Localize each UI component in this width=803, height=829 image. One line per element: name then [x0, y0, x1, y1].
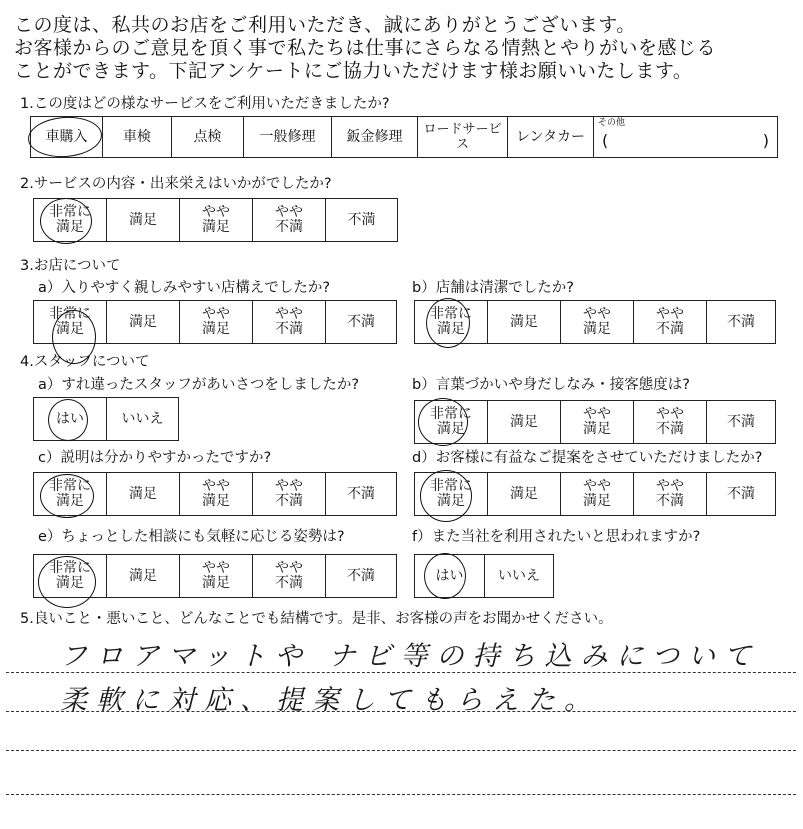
q4f-title: f）また当社を利用されたいと思われますか? [412, 529, 701, 545]
q3b-options [414, 300, 776, 344]
option-somewhat-dissatisfied[interactable]: やや 不満 [634, 473, 707, 515]
option-very-satisfied[interactable]: 非常に 満足 [415, 301, 488, 343]
q4d-title: d）お客様に有益なご提案をさせていただけましたか? [412, 450, 763, 466]
option-somewhat-dissatisfied[interactable]: やや 不満 [634, 401, 707, 443]
option-yes[interactable]: はい [415, 555, 485, 597]
option-somewhat-dissatisfied[interactable]: やや 不満 [253, 555, 326, 597]
option-dissatisfied[interactable]: 不満 [347, 313, 375, 330]
option-no[interactable]: いいえ [498, 567, 540, 584]
q4a-options [33, 397, 179, 441]
option-dissatisfied[interactable]: 不満 [727, 413, 755, 430]
option-satisfied[interactable]: 満足 [488, 473, 561, 515]
option-very-satisfied[interactable]: 非常に 満足 [34, 199, 107, 241]
option-checkup[interactable]: 点検 [172, 117, 244, 157]
option-somewhat-satisfied[interactable]: やや 満足 [180, 473, 253, 515]
option-car-purchase[interactable]: 車購入 [31, 117, 103, 157]
option-very-satisfied[interactable]: 非常に 満足 [415, 473, 488, 515]
intro-text [14, 14, 794, 83]
option-general-repair[interactable]: 一般修理 [244, 117, 332, 157]
option-dissatisfied[interactable]: 不満 [727, 313, 755, 330]
option-dissatisfied[interactable]: 不満 [727, 485, 755, 502]
other-input[interactable] [602, 133, 769, 148]
q4d-options [414, 472, 776, 516]
option-no[interactable]: いいえ [121, 410, 164, 427]
option-somewhat-satisfied[interactable]: やや 満足 [561, 301, 634, 343]
option-road-service[interactable]: ロードサービス [418, 117, 508, 157]
option-inspection[interactable]: 車検 [103, 117, 172, 157]
close-paren: ) [762, 131, 769, 150]
answer-line-divider [6, 750, 796, 751]
q4a-title: a）すれ違ったスタッフがあいさつをしましたか? [38, 377, 360, 393]
option-somewhat-satisfied[interactable]: やや 満足 [180, 555, 253, 597]
intro-line: ことができます。下記アンケートにご協力いただけます様お願いいたします。 [14, 60, 693, 82]
option-satisfied[interactable]: 満足 [107, 555, 180, 597]
option-very-satisfied[interactable]: 非常に 満足 [34, 473, 107, 515]
q3-title: 3.お店について [20, 258, 121, 274]
q3b-title: b）店舗は清潔でしたか? [412, 280, 574, 296]
option-satisfied[interactable]: 満足 [107, 473, 180, 515]
option-body-repair[interactable]: 鈑金修理 [332, 117, 418, 157]
q1-options [30, 116, 778, 158]
option-somewhat-satisfied[interactable]: やや 満足 [180, 199, 253, 241]
q4c-options [33, 472, 397, 516]
option-somewhat-dissatisfied[interactable]: やや 不満 [253, 199, 326, 241]
option-very-satisfied[interactable]: 非常に 満足 [34, 555, 107, 597]
q4f-options [414, 554, 554, 598]
option-yes[interactable]: はい [34, 398, 107, 440]
q3a-options [33, 300, 397, 344]
q4e-title: e）ちょっとした相談にも気軽に応じる姿勢は? [38, 529, 345, 545]
option-somewhat-satisfied[interactable]: やや 満足 [180, 301, 253, 343]
option-dissatisfied[interactable]: 不満 [347, 567, 375, 584]
option-somewhat-satisfied[interactable]: やや 満足 [561, 401, 634, 443]
open-paren: ( [602, 131, 609, 150]
intro-line: この度は、私共のお店をご利用いただき、誠にありがとうございます。 [14, 14, 636, 36]
q5-title: 5.良いこと・悪いこと、どんなことでも結構です。是非、お客様の声をお聞かせください。 [20, 611, 613, 627]
option-very-satisfied[interactable]: 非常に 満足 [415, 401, 488, 443]
answer-line-divider [6, 794, 796, 795]
answer-line-divider [6, 672, 796, 673]
intro-line: お客様からのご意見を頂く事で私たちは仕事にさらなる情熱とやりがいを感じる [14, 37, 717, 59]
q4-title: 4.スタッフについて [20, 354, 150, 370]
q4e-options [33, 554, 397, 598]
q2-options [33, 198, 398, 242]
option-very-satisfied[interactable]: 非常に 満足 [34, 301, 107, 343]
q3a-title: a）入りやすく親しみやすい店構えでしたか? [38, 280, 331, 296]
option-satisfied[interactable]: 満足 [488, 301, 561, 343]
option-dissatisfied[interactable]: 不満 [347, 485, 375, 502]
q4c-title: c）説明は分かりやすかったですか? [38, 450, 272, 466]
q4b-options [414, 400, 776, 444]
handwritten-answer-line: フロアマットや ナビ等の持ち込みについて [60, 641, 760, 672]
option-satisfied[interactable]: 満足 [107, 301, 180, 343]
option-other[interactable] [594, 117, 777, 157]
q1-title: 1.この度はどの様なサービスをご利用いただきましたか? [20, 96, 390, 112]
handwritten-answer-line: 柔軟に対応、提案してもらえた。 [60, 685, 600, 716]
option-dissatisfied[interactable]: 不満 [347, 211, 376, 228]
option-somewhat-dissatisfied[interactable]: やや 不満 [253, 473, 326, 515]
q4b-title: b）言葉づかいや身だしなみ・接客態度は? [412, 377, 690, 393]
q2-title: 2.サービスの内容・出来栄えはいかがでしたか? [20, 176, 332, 192]
option-somewhat-satisfied[interactable]: やや 満足 [561, 473, 634, 515]
answer-line-divider [6, 711, 796, 712]
option-rental-car[interactable]: レンタカー [508, 117, 594, 157]
option-satisfied[interactable]: 満足 [107, 199, 180, 241]
option-satisfied[interactable]: 満足 [488, 401, 561, 443]
option-somewhat-dissatisfied[interactable]: やや 不満 [634, 301, 707, 343]
other-label: その他 [598, 118, 626, 128]
option-somewhat-dissatisfied[interactable]: やや 不満 [253, 301, 326, 343]
